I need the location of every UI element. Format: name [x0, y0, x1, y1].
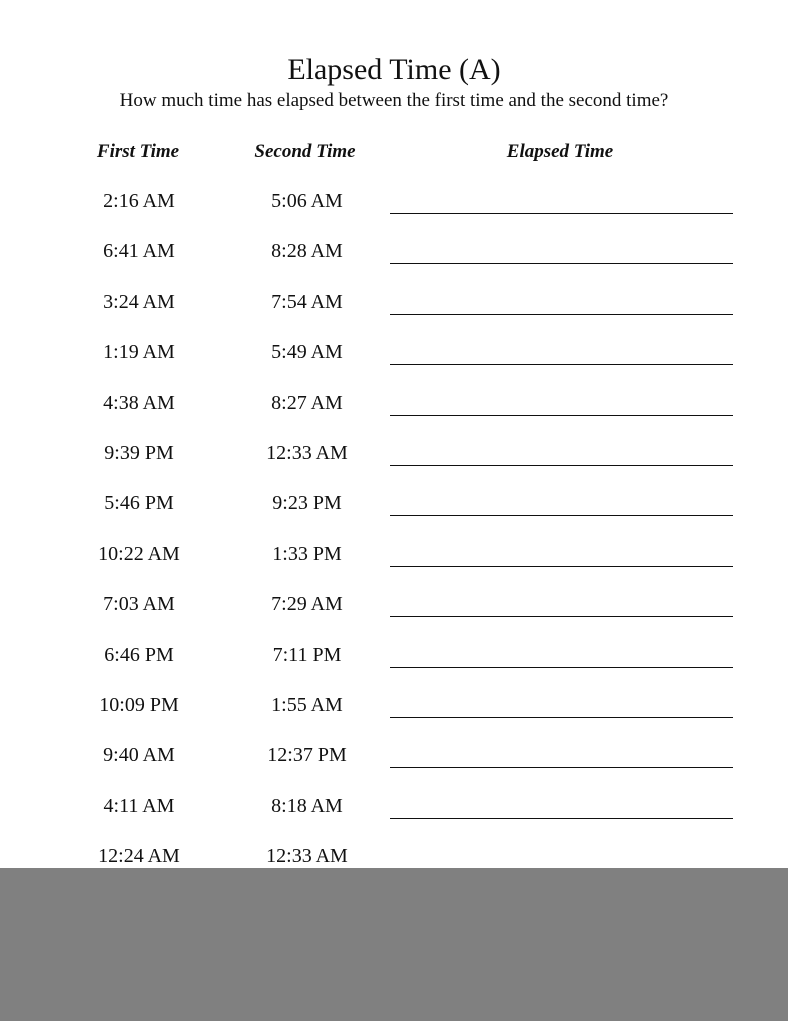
problem-row	[0, 630, 788, 680]
first-time: 3:24 AM	[103, 290, 175, 313]
second-time: 7:29 AM	[271, 593, 343, 616]
second-time: 12:37 PM	[267, 744, 347, 767]
answer-line[interactable]	[390, 364, 733, 365]
second-time: 9:23 PM	[272, 492, 342, 515]
column-header-elapsed-time: Elapsed Time	[506, 141, 614, 162]
answer-line[interactable]	[390, 314, 733, 315]
problem-row	[0, 428, 788, 478]
answer-line[interactable]	[390, 566, 733, 567]
second-time: 7:54 AM	[271, 290, 343, 313]
first-time: 6:41 AM	[103, 240, 175, 263]
problem-row	[0, 529, 788, 579]
first-time: 10:09 PM	[99, 693, 179, 716]
second-time: 5:06 AM	[271, 190, 343, 212]
answer-line[interactable]	[390, 767, 733, 768]
problem-list	[0, 176, 788, 881]
first-time: 4:38 AM	[103, 391, 175, 414]
second-time: 8:28 AM	[271, 240, 343, 263]
answer-line[interactable]	[390, 263, 733, 264]
answer-line[interactable]	[390, 818, 733, 819]
answer-line[interactable]	[390, 415, 733, 416]
second-time: 8:18 AM	[271, 794, 343, 817]
problem-row	[0, 680, 788, 730]
first-time: 9:40 AM	[103, 744, 175, 767]
problem-row	[0, 226, 788, 276]
first-time: 12:24 AM	[98, 845, 180, 868]
answer-line[interactable]	[390, 616, 733, 617]
column-header-first-time: First Time	[96, 141, 180, 162]
first-time: 5:46 PM	[104, 492, 174, 515]
gray-overlay-band	[0, 868, 788, 1021]
answer-line[interactable]	[390, 465, 733, 466]
first-time: 6:46 PM	[104, 643, 174, 666]
problem-row	[0, 378, 788, 428]
problem-row	[0, 730, 788, 780]
problem-row	[0, 579, 788, 629]
answer-line[interactable]	[390, 717, 733, 718]
instructions: How much time has elapsed between the first time and the second time?	[119, 90, 669, 111]
page-title: Elapsed Time (A)	[287, 53, 501, 86]
problem-row	[0, 277, 788, 327]
first-time: 2:16 AM	[103, 190, 175, 212]
second-time: 1:55 AM	[271, 693, 343, 716]
first-time: 4:11 AM	[103, 794, 175, 817]
first-time: 10:22 AM	[98, 542, 180, 565]
answer-line[interactable]	[390, 667, 733, 668]
first-time: 7:03 AM	[103, 593, 175, 616]
answer-line[interactable]	[390, 515, 733, 516]
second-time: 7:11 PM	[272, 643, 342, 666]
problem-row	[0, 478, 788, 528]
second-time: 5:49 AM	[271, 341, 343, 364]
problem-row	[0, 327, 788, 377]
second-time: 12:33 AM	[266, 441, 348, 464]
second-time: 8:27 AM	[271, 391, 343, 414]
second-time: 1:33 PM	[272, 542, 342, 565]
first-time: 9:39 PM	[104, 441, 174, 464]
problem-row	[0, 781, 788, 831]
second-time: 12:33 AM	[266, 845, 348, 868]
column-header-second-time: Second Time	[254, 141, 356, 162]
first-time: 1:19 AM	[103, 341, 175, 364]
answer-line[interactable]	[390, 213, 733, 214]
problem-row	[0, 176, 788, 226]
